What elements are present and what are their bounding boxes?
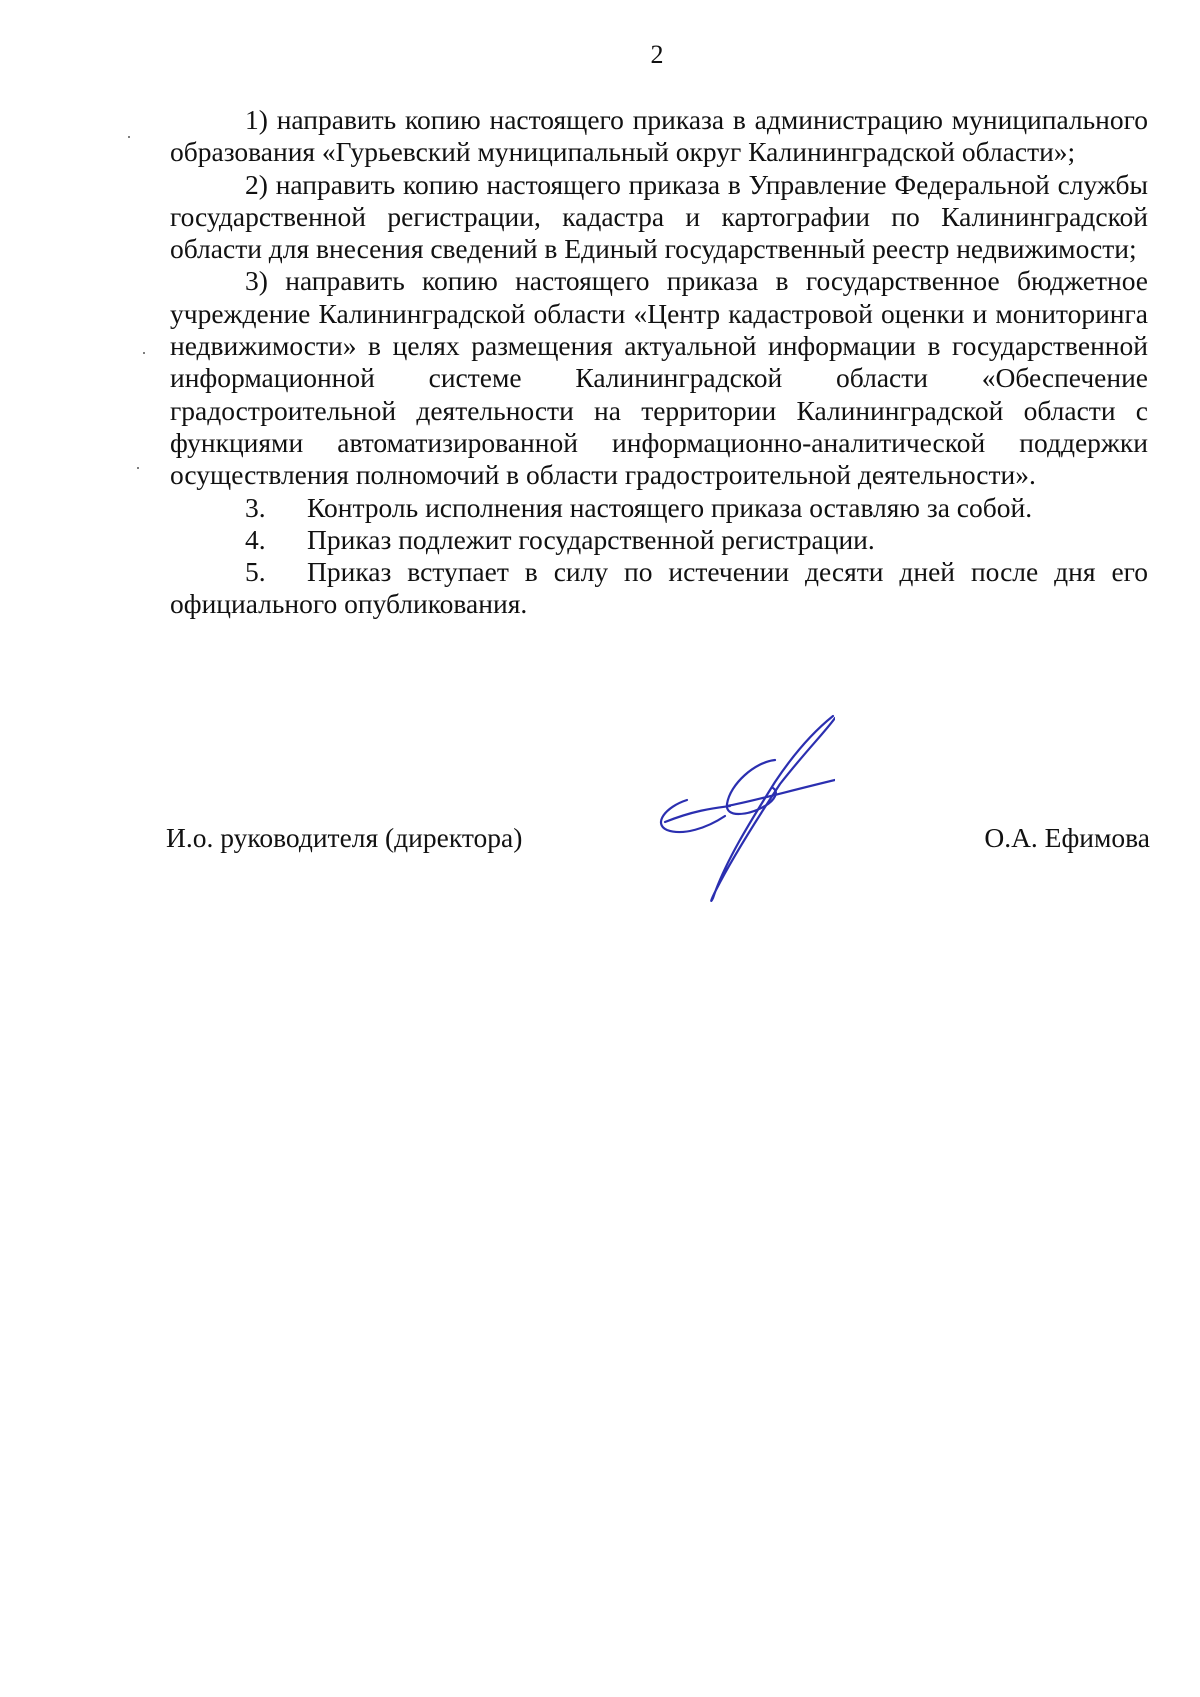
signature-block: [166, 822, 1150, 862]
item-number: 5.: [245, 556, 266, 588]
scan-speck: [128, 136, 130, 138]
page-number: 2: [650, 40, 664, 69]
scan-speck: [143, 352, 145, 354]
signature-stroke-main: [711, 716, 835, 901]
item-number: 3.: [245, 491, 266, 523]
paragraph-1: 1) направить копию настоящего приказа в администрацию муниципального образования «Гурьевский муниципальный округ Калининградской области»;: [170, 104, 1148, 168]
item-text: Приказ вступает в силу по истечении десяти дней после дня его официального опубликования.: [170, 556, 1148, 620]
numbered-item-4: [170, 524, 1148, 556]
paragraph-3: 3) направить копию настоящего приказа в государственное бюджетное учреждение Калининградской области «Центр кадастровой оценки и мониторинга недвижимости» в целях размещения актуальной информации в государственной информационной системе Калининградской области «Обеспечение градостроительной деятельности на территории Калининградской области с функциями автоматизированной информационно-аналитической поддержки осуществления полномочий в области градостроительной деятельности».: [170, 265, 1148, 491]
document-body: [170, 104, 1148, 621]
signature-stroke-cross: [665, 780, 835, 822]
numbered-item-3: [170, 492, 1148, 524]
signature-stroke-loop: [727, 760, 776, 814]
item-text: Приказ подлежит государственной регистрации.: [307, 523, 875, 555]
scan-speck: [137, 467, 139, 469]
signatory-title: И.о. руководителя (директора): [166, 822, 523, 853]
item-text: Контроль исполнения настоящего приказа оставляю за собой.: [307, 491, 1033, 523]
numbered-item-5: [170, 556, 1148, 621]
paragraph-2: 2) направить копию настоящего приказа в Управление Федеральной службы государственной регистрации, кадастра и картографии по Калининградской области для внесения сведений в Единый государственный реестр недвижимости;: [170, 168, 1148, 265]
signatory-name: О.А. Ефимова: [984, 822, 1150, 853]
handwritten-signature: [655, 712, 835, 912]
item-number: 4.: [245, 523, 266, 555]
